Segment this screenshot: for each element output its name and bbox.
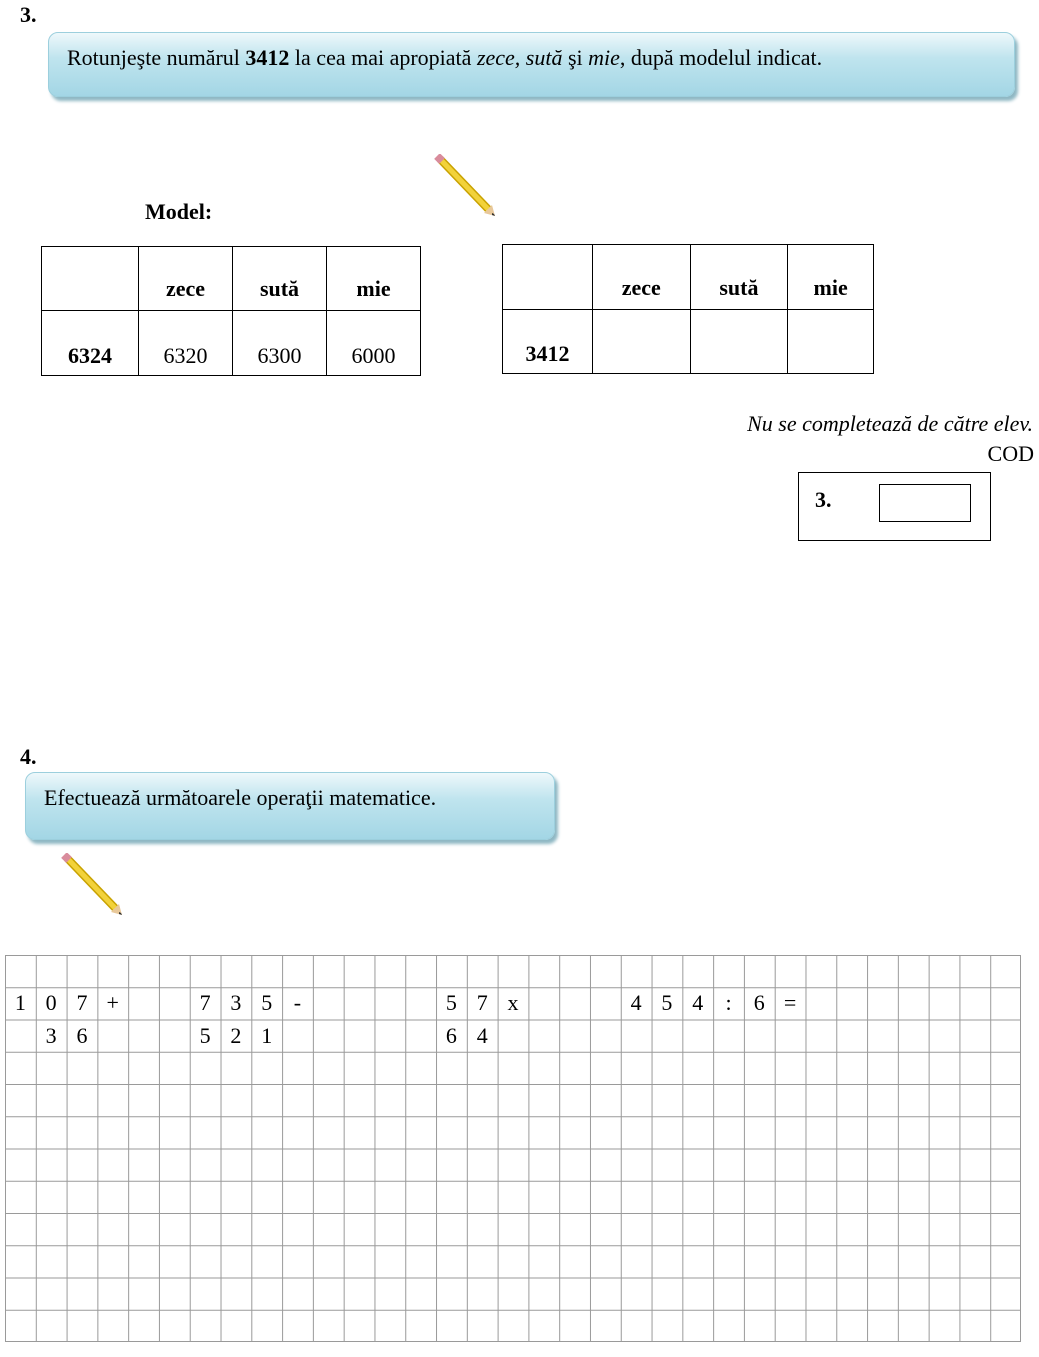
grid-cell-character: 4 (476, 1022, 488, 1048)
grid-cell-character: 4 (692, 990, 704, 1016)
answer-header-zece: zece (593, 245, 691, 310)
answer-header-mie: mie (788, 245, 874, 310)
grid-cell-character: 7 (76, 990, 88, 1016)
grid-cell-character: 3 (230, 990, 242, 1016)
question-3-number: 3. (20, 2, 37, 27)
grid-cell-character: 0 (45, 990, 57, 1016)
model-header-zece: zece (139, 247, 233, 311)
answer-suta-cell[interactable] (690, 310, 788, 374)
cod-box (798, 472, 991, 541)
grid-cell-character: 6 (445, 1022, 457, 1048)
grid-cell-character: - (293, 990, 302, 1016)
model-mie-value: 6000 (327, 311, 421, 376)
grid-cell-character: 6 (753, 990, 765, 1016)
grid-cell-character: x (507, 990, 519, 1016)
grid-cell-character: 7 (476, 990, 488, 1016)
question-4-number: 4. (20, 744, 37, 769)
question-3-instruction: Rotunjeşte numărul 3412 la cea mai apropiată zece, sută şi mie, după modelul indicat. (48, 32, 1015, 97)
answer-zece-cell[interactable] (593, 310, 691, 374)
grader-note: Nu se completează de către elev. (747, 411, 1033, 436)
model-number: 6324 (42, 311, 139, 376)
answer-table (502, 244, 874, 374)
grid-cell-character: : (725, 990, 732, 1016)
pencil-icon (434, 154, 498, 218)
grid-cell-character: 1 (14, 990, 26, 1016)
grid-cell-character: 5 (199, 1022, 211, 1048)
cod-score-field (879, 484, 971, 522)
grid-cell-character: 5 (261, 990, 273, 1016)
model-suta-value: 6300 (233, 311, 327, 376)
grid-cell-character: 2 (230, 1022, 242, 1048)
grid-cell-character: 5 (445, 990, 457, 1016)
model-header-suta: sută (233, 247, 327, 311)
question-4-instruction: Efectuează următoarele operaţii matematice. (25, 772, 555, 840)
math-grid[interactable] (5, 955, 1021, 1342)
model-header-empty (42, 247, 139, 311)
cod-label: COD (987, 441, 1034, 466)
grid-cell-character: 7 (199, 990, 211, 1016)
model-zece-value: 6320 (139, 311, 233, 376)
model-table (41, 246, 421, 376)
answer-number: 3412 (503, 310, 593, 374)
model-label: Model: (145, 199, 213, 224)
grid-cell-character: = (783, 990, 797, 1016)
grid-cell-character: 5 (661, 990, 673, 1016)
pencil-icon (61, 853, 125, 917)
answer-header-empty (503, 245, 593, 310)
grid-cell-character: + (106, 990, 119, 1016)
cod-box-label: 3. (815, 487, 832, 512)
model-header-mie: mie (327, 247, 421, 311)
grid-cell-character: 1 (261, 1022, 273, 1048)
grid-cell-character: 3 (45, 1022, 57, 1048)
grid-cell-character: 4 (630, 990, 642, 1016)
answer-mie-cell[interactable] (788, 310, 874, 374)
answer-header-suta: sută (690, 245, 788, 310)
grid-cell-character: 6 (76, 1022, 88, 1048)
